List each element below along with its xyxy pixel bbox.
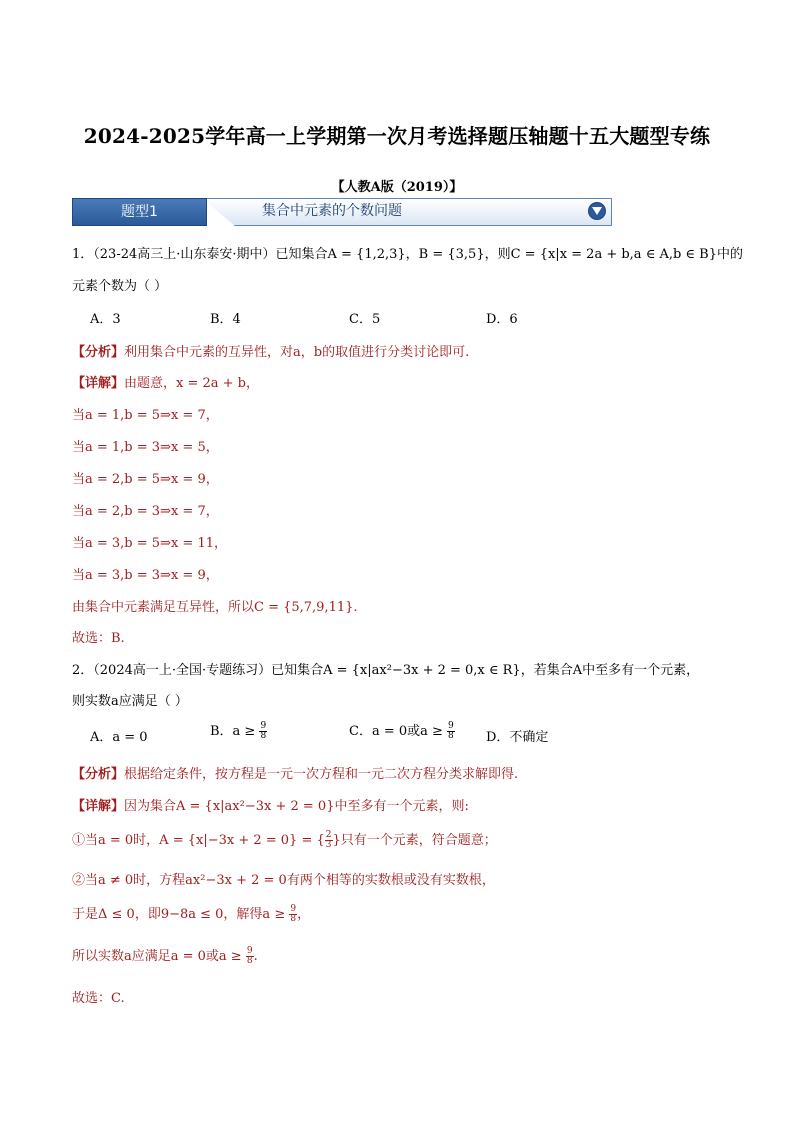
q2-detail	[72, 795, 469, 814]
q1-option-d: D．6	[486, 312, 518, 327]
q2-stem-line2: 则实数a应满足（ ）	[72, 694, 188, 709]
type-label: 题型1	[72, 198, 207, 226]
analysis-tag: 【分析】	[72, 767, 125, 782]
q1-case: 当a = 2,b = 5⇒x = 9，	[72, 472, 219, 487]
analysis-text: 根据给定条件，按方程是一元一次方程和一元二次方程分类求解即得.	[124, 767, 519, 782]
q2-option-c-text: C．a = 0或a ≥	[349, 724, 443, 739]
q1-stem-line2: 元素个数为（ ）	[72, 279, 168, 294]
analysis-tag: 【分析】	[72, 345, 125, 360]
q2-option-b-text: B．a ≥	[210, 724, 256, 739]
q1-answer: 故选：B.	[72, 631, 125, 646]
detail-tag: 【详解】	[72, 376, 125, 391]
q1-case: 当a = 1,b = 5⇒x = 7，	[72, 408, 219, 423]
chevron-down-circle-icon[interactable]	[588, 202, 606, 220]
q1-stem-line1: 1．（23-24高三上·山东泰安·期中）已知集合A = {1,2,3}，B = {3,5}，则C = {x|x = 2a + b,a ∈ A,b ∈ B}中的	[72, 247, 744, 262]
q1-case: 当a = 3,b = 5⇒x = 11，	[72, 536, 227, 551]
fraction: $\frac{9}{8}$	[290, 904, 297, 924]
document-title: 2024-2025学年高一上学期第一次月考选择题压轴题十五大题型专练	[83, 124, 711, 148]
q1-option-a: A．3	[90, 312, 121, 327]
q1-detail	[72, 372, 259, 391]
analysis-text: 利用集合中元素的互异性，对a，b的取值进行分类讨论即可.	[124, 345, 470, 360]
q2-case3: 于是Δ ≤ 0，即9−8a ≤ 0，解得a ≥ $\frac{9}{8}$ ，	[72, 904, 311, 924]
detail-text: 由题意，x = 2a + b，	[124, 376, 260, 391]
section-topic: 集合中元素的个数问题	[262, 203, 402, 219]
q2-option-c	[349, 720, 455, 741]
q1-option-b: B．4	[210, 312, 241, 327]
q2-final: 所以实数a应满足a = 0或a ≥ $\frac{9}{8}$ .	[72, 946, 258, 966]
q1-case: 当a = 1,b = 3⇒x = 5，	[72, 440, 219, 455]
detail-text: 因为集合A = {x|ax²−3x + 2 = 0}中至多有一个元素，则:	[124, 799, 469, 814]
q1-conclusion: 由集合中元素满足互异性，所以C = {5,7,9,11}.	[72, 600, 358, 615]
q2-case2: ②当a ≠ 0时，方程ax²−3x + 2 = 0有两个相等的实数根或没有实数根，	[72, 873, 495, 888]
q1-analysis	[72, 341, 469, 360]
q2-option-a: A．a = 0	[90, 730, 148, 745]
fraction: $\frac{9}{8}$	[448, 721, 454, 741]
q1-case: 当a = 3,b = 3⇒x = 9，	[72, 568, 219, 583]
q2-option-b	[210, 720, 267, 741]
detail-tag: 【详解】	[72, 799, 125, 814]
q2-answer: 故选：C.	[72, 991, 125, 1006]
q2-stem-line1: 2．（2024高一上·全国·专题练习）已知集合A = {x|ax²−3x + 2 = 0,x ∈ R}，若集合A中至多有一个元素，	[72, 663, 700, 678]
q2-case1: ①当a = 0时，A = {x|−3x + 2 = 0} = { $\frac{2}{3}$ }只有一个元素，符合题意；	[72, 830, 497, 850]
q2-analysis	[72, 763, 518, 782]
fraction: $\frac{2}{3}$	[325, 830, 332, 850]
fraction: $\frac{9}{8}$	[260, 721, 267, 741]
section-banner	[72, 198, 612, 226]
q2-option-d: D．不确定	[486, 730, 549, 745]
edition-label: 【人教A版（2019）】	[331, 180, 463, 195]
q1-case: 当a = 2,b = 3⇒x = 7，	[72, 504, 219, 519]
q1-option-c: C．5	[349, 312, 381, 327]
fraction: $\frac{9}{8}$	[246, 946, 253, 966]
